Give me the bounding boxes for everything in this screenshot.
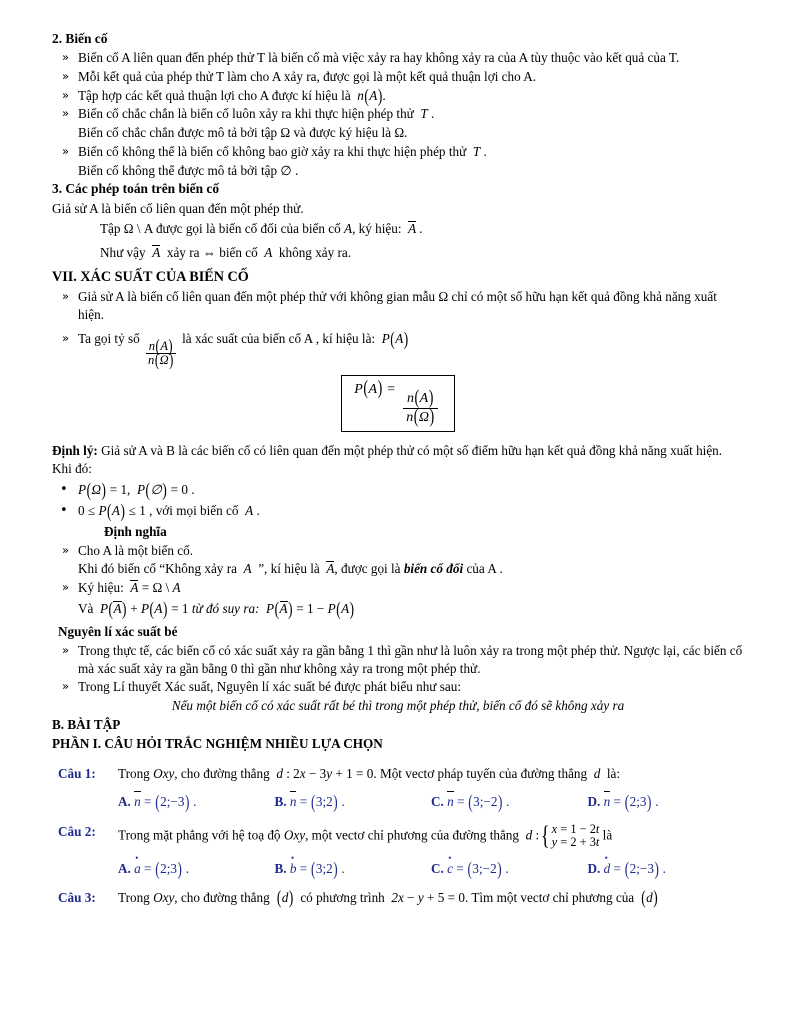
- math-A: A: [344, 221, 353, 237]
- list-item: [52, 478, 744, 501]
- bullet-marker: »: [62, 330, 70, 345]
- bullet-marker: »: [62, 579, 70, 594]
- answer-option-b[interactable]: [274, 853, 432, 880]
- sys-line-2: y = 2 + 3t: [551, 835, 600, 850]
- answer-letter: B.: [274, 794, 287, 810]
- list-item-text: P(Ω) = 1, P(∅) = 0 .: [78, 478, 195, 501]
- nguyen-li-statement: Nếu một biến cố có xác suất rất bé thì trong một phép thử, biến cố đó sẽ không xảy ra: [171, 698, 625, 714]
- accent-dot: •: [290, 853, 295, 864]
- math-P-A: P(A): [381, 327, 409, 349]
- question-row: [52, 886, 744, 909]
- boxed-formula: [341, 375, 454, 432]
- list-item: [52, 84, 744, 107]
- fraction-denominator: n(Ω): [148, 349, 174, 370]
- list-item: [52, 499, 744, 522]
- dinh-nghia-bold-term: biến cố đối: [403, 561, 464, 577]
- answer-letter: C.: [431, 861, 444, 877]
- list-item: [52, 68, 744, 86]
- answer-option-b[interactable]: [274, 790, 432, 813]
- bullet-marker: »: [62, 69, 70, 84]
- answer-letter: D.: [587, 861, 601, 877]
- math-A-4: A: [240, 561, 255, 577]
- bullet-marker: »: [62, 143, 70, 158]
- question-row: [52, 765, 744, 783]
- answer-letter: B.: [274, 861, 287, 877]
- answer-option-c[interactable]: [431, 853, 588, 880]
- list-item: [52, 288, 744, 323]
- math-d-paren-2: (d): [641, 886, 658, 909]
- math-oxy: Oxy: [153, 765, 175, 781]
- list-item: [52, 579, 744, 597]
- heading-phan-1: PHẦN I. CÂU HỎI TRẮC NGHIỆM NHIỀU LỰA CHỌN: [52, 736, 383, 752]
- answer-letter: D.: [587, 794, 601, 810]
- heading-nguyen-li: Nguyên lí xác suất bé: [58, 624, 178, 640]
- list-item-text: Ta gọi tỷ số $\frac{n(A)}{n(\Omega)}$ là xác suất của biến cố A , kí hiệu là: P(A): [78, 327, 409, 370]
- sys-line-1: x = 1 − 2t: [551, 821, 600, 836]
- answer-options-q2: [52, 853, 744, 880]
- list-item-label: Tập hợp các kết quả thuận lợi cho A được kí hiệu là: [78, 87, 351, 103]
- bullet-dot-marker: •: [60, 503, 68, 519]
- question-text: Trong Oxy, cho đường thẳng (d) có phương trình 2x − y + 5 = 0. Tìm một vectơ chỉ phương của (d): [118, 886, 658, 909]
- question-row: [52, 823, 744, 850]
- answer-option-a[interactable]: [118, 853, 275, 880]
- math-parametric-system: [539, 823, 599, 850]
- answer-value: • d = (2;−3) .: [603, 853, 666, 880]
- question-label: Câu 3:: [58, 890, 96, 906]
- list-item-text: Biến cố không thể là biến cố không bao giờ xảy ra khi thực hiện phép thử T .: [78, 143, 487, 159]
- answer-value: n = (2;3) .: [603, 790, 659, 813]
- math-A-bar-3: A: [326, 561, 335, 577]
- bien-co-chac-chan-sub: Biến cố chắc chắn được mô tả bởi tập Ω và được ký hiệu là Ω.: [78, 125, 408, 141]
- math-A-bar-omega: A = Ω \ A: [130, 579, 181, 595]
- answer-option-d[interactable]: [587, 853, 745, 880]
- bullet-marker: »: [62, 542, 70, 557]
- answer-letter: C.: [431, 794, 444, 810]
- math-line-eq-3: 2x − y + 5 = 0: [388, 890, 465, 906]
- fraction-numerator: n(A): [146, 340, 176, 354]
- list-item-text: Trong thực tế, các biến cố có xác suất xảy ra gần bằng 1 thì gần như là luôn xảy ra trong một phép thử. Ngược lại, các biến cố mà xác suất xảy ra gần bằng 0 thì gần như không xảy ra trong một phép thử.: [78, 642, 743, 676]
- list-item-text: Biến cố A liên quan đến phép thử T là biến cố mà việc xảy ra hay không xảy ra của A tùy thuộc vào kết quả của T.: [78, 50, 680, 66]
- list-item-text: Trong Lí thuyết Xác suất, Nguyên lí xác suất bé được phát biểu như sau:: [78, 679, 461, 695]
- answer-option-a[interactable]: [118, 790, 275, 813]
- answer-value: • a = (2;3) .: [134, 853, 190, 880]
- math-n-a: n(A).: [357, 84, 387, 107]
- formula-lhs: P(A) =: [354, 378, 396, 401]
- question-label: Câu 2:: [58, 823, 96, 839]
- dinh-nghia-formula-line: Và P(A) + P(A) = 1 từ đó suy ra: P(A) = 1 − P(A): [78, 597, 355, 619]
- list-item-text: 0 ≤ P(A) ≤ 1 , với mọi biến cố A .: [78, 499, 260, 522]
- answer-options-q1: [52, 790, 744, 813]
- accent-dot: •: [135, 853, 139, 864]
- math-complement-prob: P(A) = 1 − P(A): [266, 597, 355, 619]
- bullet-marker: »: [62, 642, 70, 657]
- bullet-marker: »: [62, 87, 70, 102]
- heading-bien-co: 2. Biến cố: [52, 31, 108, 46]
- list-item: [52, 678, 744, 696]
- bullet-marker: »: [62, 50, 70, 65]
- accent-dot: •: [604, 853, 608, 864]
- list-item-text: Cho A là một biến cố.: [78, 542, 194, 558]
- math-A-bar-2: A: [152, 245, 161, 261]
- formula-fraction: [402, 387, 438, 429]
- bullet-marker: »: [62, 289, 70, 304]
- dinh-nghia-sub: Khi đó biến cố “Không xảy ra A ”, kí hiệu là A, được gọi là biến cố đối của A .: [78, 561, 503, 577]
- accent-dot: •: [448, 853, 452, 864]
- phep-toan-line2: Tập Ω \ A được gọi là biến cố đối của biến cố A, ký hiệu: A .: [100, 221, 423, 237]
- list-item-text: Ký hiệu: A = Ω \ A: [78, 579, 181, 595]
- question-label: Câu 1:: [58, 765, 96, 781]
- bullet-marker: »: [62, 679, 70, 694]
- answer-value: • b = (3;2) .: [289, 853, 345, 880]
- dinh-ly-text: Giả sử A và B là các biến cố có liên quan đến một phép thử có một số điểm hữu hạn kết quả đồng khả năng xuất hiện. Khi đó:: [52, 443, 723, 476]
- question-text: Trong mặt phẳng với hệ toạ độ Oxy, một vectơ chỉ phương của đường thẳng d : { x = 1 − 2t y = 2 + 3t là: [118, 821, 613, 851]
- heading-dinh-nghia: Định nghĩa: [104, 523, 167, 539]
- list-item: [52, 642, 744, 677]
- bullet-marker: »: [62, 106, 70, 121]
- math-T2: T: [469, 143, 481, 159]
- math-d-paren: (d): [276, 886, 294, 909]
- math-sum-prob: P(A) + P(A) = 1: [99, 597, 189, 619]
- list-item: [52, 542, 744, 560]
- list-item-text: Giả sử A là biến cố liên quan đến một phép thử với không gian mẫu Ω chỉ có một số hữu hạn kết quả đồng khả năng xuất hiện.: [78, 289, 717, 322]
- math-T: T: [417, 106, 428, 122]
- answer-value: n = (3;2) .: [289, 790, 345, 813]
- list-item: [52, 49, 744, 67]
- math-line-eq: d : 2x − 3y + 1 = 0: [276, 765, 374, 781]
- heading-vii: VII. XÁC SUẤT CỦA BIẾN CỐ: [52, 268, 249, 285]
- answer-option-d[interactable]: [587, 790, 745, 813]
- math-A-bar: A .: [408, 221, 423, 237]
- list-item: [52, 143, 744, 161]
- math-fraction-n-a-n-omega: [145, 335, 177, 370]
- math-d: d: [593, 765, 601, 781]
- fraction-denominator: n(Ω): [406, 406, 435, 429]
- answer-option-c[interactable]: [431, 790, 588, 813]
- bullet-dot-marker: •: [60, 482, 68, 498]
- list-item: [52, 327, 744, 370]
- list-item-label: Biến cố chắc chắn là biến cố luôn xảy ra khi thực hiện phép thử: [78, 106, 414, 122]
- dinh-ly-paragraph: [52, 442, 744, 477]
- phep-toan-line1: Giả sử A là biến cố liên quan đến một phép thử.: [52, 200, 304, 216]
- question-text: Trong Oxy, cho đường thẳng d : 2x − 3y + 1 = 0. Một vectơ pháp tuyến của đường thẳng d là:: [118, 765, 621, 781]
- phep-toan-line3: Như vậy A xảy ra ⇔ biến cố A không xảy ra.: [100, 245, 352, 261]
- fraction-numerator: n(A): [403, 391, 438, 408]
- math-A-3: A: [260, 245, 276, 261]
- bien-co-khong-the-sub: Biến cố không thể được mô tả bởi tập ∅ .: [78, 162, 299, 178]
- heading-bai-tap: B. BÀI TẬP: [52, 717, 121, 733]
- list-item-text: Biến cố chắc chắn là biến cố luôn xảy ra khi thực hiện phép thử T .: [78, 106, 435, 122]
- math-oxy: Oxy: [283, 827, 306, 843]
- answer-letter: A.: [118, 861, 131, 877]
- list-item: [52, 105, 744, 123]
- list-item-text: Mỗi kết quả của phép thử T làm cho A xảy ra, được gọi là một kết quả thuận lợi cho A.: [78, 69, 537, 85]
- answer-value: n = (2;−3) .: [134, 790, 197, 813]
- dinh-ly-label: Định lý:: [52, 443, 98, 459]
- probability-formula-box: [52, 375, 744, 432]
- heading-phep-toan: 3. Các phép toán trên biến cố: [52, 181, 220, 197]
- brace-icon: {: [541, 821, 550, 851]
- answer-value: n = (3;−2) .: [447, 790, 510, 813]
- answer-value: • c = (3;−2) .: [447, 853, 509, 880]
- dinh-nghia-connector: từ đó suy ra:: [191, 600, 260, 616]
- math-d-label: d :: [525, 827, 540, 843]
- answer-letter: A.: [118, 794, 131, 810]
- list-item-text: [78, 84, 744, 107]
- list-item-label: Biến cố không thể là biến cố không bao giờ xảy ra khi thực hiện phép thử: [78, 143, 467, 159]
- math-oxy: Oxy: [153, 890, 175, 906]
